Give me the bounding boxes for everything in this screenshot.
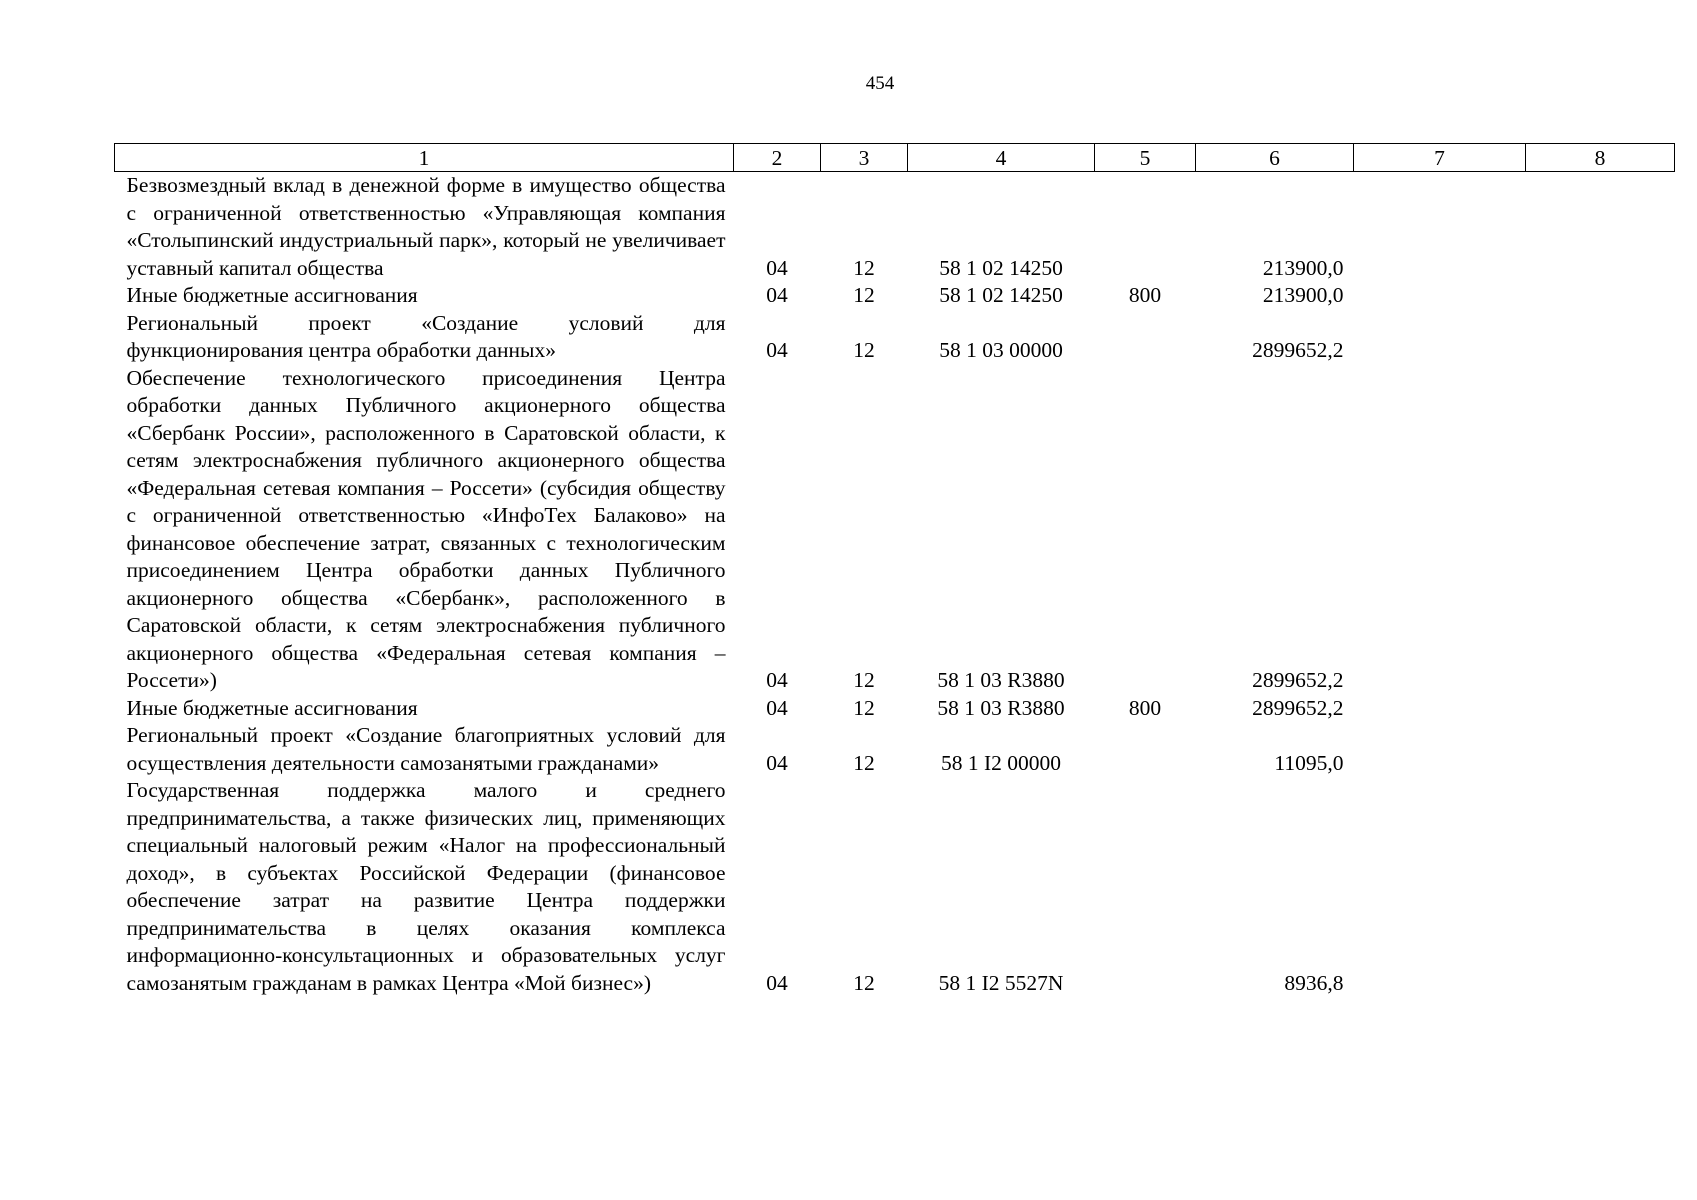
row-subsection: 12 [853, 695, 875, 720]
row-col7 [1354, 777, 1526, 997]
row-col7 [1354, 310, 1526, 365]
row-section: 04 [766, 338, 788, 362]
row-col8 [1526, 282, 1675, 310]
page-number: 454 [865, 73, 895, 94]
row-section: 04 [766, 750, 788, 775]
table-row [115, 722, 1675, 777]
row-expense-type: 800 [1128, 283, 1162, 307]
budget-table [114, 143, 1675, 997]
row-amount: 213900,0 [1262, 255, 1344, 280]
row-section: 04 [766, 283, 788, 307]
row-target-code: 58 1 02 14250 [939, 255, 1063, 280]
header-col-4: 4 [908, 144, 1095, 172]
row-expense-type [1095, 172, 1196, 283]
row-col8 [1526, 172, 1675, 283]
row-amount: 2899652,2 [1252, 668, 1344, 692]
header-col-7: 7 [1354, 144, 1526, 172]
row-name: Региональный проект «Создание благоприятных условий для осуществления деятельности самозанятыми гражданами» [126, 723, 726, 775]
row-target-code: 58 1 03 R3880 [937, 668, 1065, 692]
table-row [115, 777, 1675, 997]
row-target-code: 58 1 I2 5527N [938, 970, 1064, 995]
row-subsection: 12 [853, 750, 875, 775]
header-col-2: 2 [734, 144, 821, 172]
header-col-5: 5 [1095, 144, 1196, 172]
table-row [115, 695, 1675, 723]
row-subsection: 12 [853, 970, 875, 995]
row-section: 04 [766, 255, 788, 280]
header-col-1: 1 [115, 144, 734, 172]
row-name: Иные бюджетные ассигнования [126, 695, 418, 720]
row-amount: 8936,8 [1284, 970, 1344, 995]
row-expense-type [1095, 722, 1196, 777]
row-amount: 11095,0 [1274, 750, 1344, 775]
row-name: Государственная поддержка малого и среднего предпринимательства, а также физических лиц, применяющих специальный налоговый режим «Налог на профессиональный доход», в субъектах Российской Федерации (финансовое обеспечение затрат на развитие Центра поддержки предпринимательства в целях оказания комплекса информационно-консультационных и образовательных услуг самозанятым гражданам в рамках Центра «Мой бизнес») [126, 778, 726, 995]
row-expense-type: 800 [1128, 695, 1162, 720]
row-amount: 2899652,2 [1252, 338, 1344, 362]
header-col-6: 6 [1196, 144, 1354, 172]
row-col8 [1526, 777, 1675, 997]
row-expense-type [1095, 365, 1196, 695]
row-col7 [1354, 172, 1526, 283]
row-col7 [1354, 282, 1526, 310]
table-row [115, 172, 1675, 283]
row-col8 [1526, 695, 1675, 723]
row-col8 [1526, 722, 1675, 777]
table-row [115, 282, 1675, 310]
row-amount: 2899652,2 [1252, 695, 1344, 720]
row-name: Безвозмездный вклад в денежной форме в имущество общества с ограниченной ответственностью «Управляющая компания «Столыпинский индустриальный парк», который не увеличивает уставный капитал общества [126, 173, 726, 280]
row-subsection: 12 [853, 283, 875, 307]
row-section: 04 [766, 970, 788, 995]
row-col8 [1526, 310, 1675, 365]
row-amount: 213900,0 [1262, 283, 1344, 307]
header-col-3: 3 [821, 144, 908, 172]
row-name: Обеспечение технологического присоединения Центра обработки данных Публичного акционерного общества «Сбербанк России», расположенного в Саратовской области, к сетям электроснабжения публичного акционерного общества «Федеральная сетевая компания – Россети» (субсидия обществу с ограниченной ответственностью «ИнфоТех Балаково» на финансовое обеспечение затрат, связанных с технологическим присоединением Центра обработки данных Публичного акционерного общества «Сбербанк», расположенного в Саратовской области, к сетям электроснабжения публичного акционерного общества «Федеральная сетевая компания – Россети») [126, 365, 726, 692]
header-col-8: 8 [1526, 144, 1675, 172]
row-col7 [1354, 722, 1526, 777]
table-header-row [115, 144, 1675, 172]
row-subsection: 12 [853, 338, 875, 362]
row-target-code: 58 1 I2 00000 [940, 750, 1062, 775]
row-name: Региональный проект «Создание условий для функционирования центра обработки данных» [126, 310, 726, 362]
row-subsection: 12 [853, 255, 875, 280]
row-section: 04 [766, 668, 788, 692]
row-col7 [1354, 695, 1526, 723]
row-col8 [1526, 365, 1675, 695]
row-subsection: 12 [853, 668, 875, 692]
row-target-code: 58 1 03 00000 [939, 338, 1063, 362]
table-row [115, 310, 1675, 365]
row-expense-type [1095, 777, 1196, 997]
row-col7 [1354, 365, 1526, 695]
row-target-code: 58 1 03 R3880 [937, 695, 1065, 720]
row-target-code: 58 1 02 14250 [939, 283, 1063, 307]
row-expense-type [1095, 310, 1196, 365]
row-section: 04 [766, 695, 788, 720]
table-row [115, 365, 1675, 695]
row-name: Иные бюджетные ассигнования [126, 283, 418, 307]
